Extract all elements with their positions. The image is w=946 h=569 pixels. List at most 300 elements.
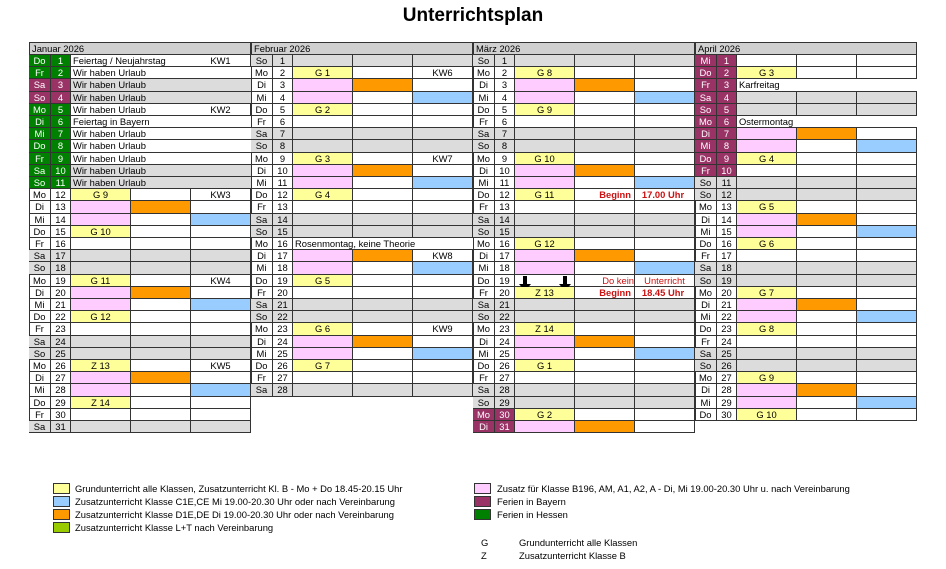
day-number-cell: 2 [51,67,71,79]
day-number-cell: 12 [51,189,71,201]
day-number-cell: 7 [495,128,515,140]
lesson-cell: G 1 [515,360,575,372]
day-number-cell: 28 [273,384,293,396]
day-number-cell: 4 [273,92,293,104]
day-number-cell: 21 [51,299,71,311]
day-number-cell: 1 [717,55,737,67]
kw-label: KW9 [413,323,473,335]
kw-label: KW8 [413,250,473,262]
weekday-cell: Di [251,250,273,262]
weekday-cell: Do [695,67,717,79]
event-text: Wir haben Urlaub [71,128,251,140]
lesson-cell: G 10 [515,153,575,165]
day-number-cell: 11 [51,177,71,189]
day-number-cell: 25 [273,348,293,360]
weekday-cell: Sa [29,79,51,91]
day-number-cell: 17 [51,250,71,262]
weekday-cell: Di [473,421,495,433]
weekday-cell: Fr [695,79,717,91]
weekday-cell: Di [473,250,495,262]
kw-label: KW1 [191,55,251,67]
weekday-cell: So [695,360,717,372]
lesson-cell: G 11 [71,275,131,287]
weekday-cell: Do [473,104,495,116]
day-number-cell: 30 [717,409,737,421]
day-number-cell: 22 [273,311,293,323]
abbrev-key: Z [481,550,487,561]
weekday-cell: Do [29,397,51,409]
weekday-cell: Mi [695,311,717,323]
weekday-cell: So [473,311,495,323]
weekday-cell: Sa [473,384,495,396]
day-number-cell: 10 [717,165,737,177]
lesson-cell: Z 13 [515,287,575,299]
weekday-cell: Fr [29,409,51,421]
weekday-cell: Mo [29,189,51,201]
weekday-cell: Mi [695,397,717,409]
weekday-cell: Fr [29,323,51,335]
weekday-cell: Fr [29,153,51,165]
legend-label: Zusatzunterricht Klasse D1E,DE Di 19.00-20.30 Uhr oder nach Vereinbarung [75,509,394,520]
weekday-cell: So [29,177,51,189]
lesson-cell: G 8 [515,67,575,79]
weekday-cell: Di [473,336,495,348]
day-number-cell: 2 [273,67,293,79]
note-text: Beginn [583,287,635,299]
day-number-cell: 2 [717,67,737,79]
day-number-cell: 15 [717,226,737,238]
kw-label: KW2 [191,104,251,116]
weekday-cell: Mo [473,323,495,335]
weekday-cell: Fr [473,372,495,384]
day-number-cell: 24 [51,336,71,348]
day-number-cell: 19 [717,275,737,287]
weekday-cell: Di [251,79,273,91]
event-text: Wir haben Urlaub [71,79,251,91]
day-number-cell: 16 [51,238,71,250]
legend-swatch [53,483,70,494]
day-number-cell: 10 [495,165,515,177]
lesson-cell: G 11 [515,189,575,201]
event-text: Ostermontag [737,116,917,128]
event-text: Wir haben Urlaub [71,67,251,79]
weekday-cell: Mo [473,67,495,79]
weekday-cell: Do [695,323,717,335]
lesson-cell: Z 14 [71,397,131,409]
day-number-cell: 9 [273,153,293,165]
event-text: Feiertag in Bayern [71,116,251,128]
weekday-cell: Mi [473,92,495,104]
weekday-cell: Do [29,55,51,67]
weekday-cell: Sa [473,128,495,140]
day-number-cell: 7 [273,128,293,140]
weekday-cell: Mo [29,104,51,116]
day-number-cell: 15 [495,226,515,238]
weekday-cell: Mi [251,177,273,189]
day-number-cell: 4 [495,92,515,104]
weekday-cell: Mo [251,323,273,335]
abbrev-text: Zusatzunterricht Klasse B [519,550,626,561]
weekday-cell: Mi [29,214,51,226]
weekday-cell: Mi [29,384,51,396]
day-number-cell: 13 [51,201,71,213]
weekday-cell: Sa [29,421,51,433]
day-number-cell: 6 [51,116,71,128]
lesson-cell: G 5 [293,275,353,287]
weekday-cell: Di [29,201,51,213]
legend-label: Zusatz für Klasse B196, AM, A1, A2, A - Di, Mi 19.00-20.30 Uhr u. nach Vereinbarung [497,483,850,494]
weekday-cell: So [473,140,495,152]
weekday-cell: So [251,55,273,67]
lesson-cell: G 10 [71,226,131,238]
note-text: Beginn [583,189,635,201]
lesson-cell: G 9 [515,104,575,116]
weekday-cell: Di [695,214,717,226]
day-number-cell: 4 [51,92,71,104]
legend-label: Ferien in Hessen [497,509,568,520]
day-number-cell: 9 [495,153,515,165]
weekday-cell: Do [251,104,273,116]
day-number-cell: 28 [495,384,515,396]
day-number-cell: 10 [273,165,293,177]
weekday-cell: Sa [29,250,51,262]
day-number-cell: 17 [273,250,293,262]
day-number-cell: 16 [495,238,515,250]
day-number-cell: 23 [495,323,515,335]
lesson-cell: Z 13 [71,360,131,372]
day-number-cell: 18 [495,262,515,274]
weekday-cell: Do [473,275,495,287]
day-number-cell: 20 [495,287,515,299]
day-number-cell: 1 [273,55,293,67]
note-text: 18.45 Uhr [635,287,695,299]
day-number-cell: 4 [717,92,737,104]
weekday-cell: So [251,311,273,323]
day-number-cell: 6 [273,116,293,128]
weekday-cell: So [695,275,717,287]
weekday-cell: So [29,262,51,274]
day-number-cell: 3 [273,79,293,91]
event-text: Rosenmontag, keine Theorie [293,238,473,250]
kw-label: KW6 [413,67,473,79]
weekday-cell: Di [473,79,495,91]
kw-label: KW7 [413,153,473,165]
weekday-cell: Do [251,275,273,287]
weekday-cell: Mi [473,348,495,360]
weekday-cell: Sa [473,214,495,226]
day-number-cell: 27 [717,372,737,384]
day-number-cell: 21 [495,299,515,311]
weekday-cell: So [695,104,717,116]
day-number-cell: 15 [273,226,293,238]
day-number-cell: 29 [495,397,515,409]
weekday-cell: Mo [473,409,495,421]
weekday-cell: Di [29,287,51,299]
day-number-cell: 2 [495,67,515,79]
lesson-cell: G 3 [737,67,797,79]
day-number-cell: 23 [717,323,737,335]
weekday-cell: Mo [695,372,717,384]
weekday-cell: Fr [473,116,495,128]
day-number-cell: 6 [717,116,737,128]
abbrev-key: G [481,537,489,548]
weekday-cell: Sa [29,336,51,348]
lesson-cell: G 12 [71,311,131,323]
day-number-cell: 26 [273,360,293,372]
weekday-cell: Di [29,116,51,128]
kw-label: KW5 [191,360,251,372]
day-number-cell: 16 [273,238,293,250]
day-number-cell: 25 [51,348,71,360]
day-number-cell: 28 [717,384,737,396]
legend-swatch [53,522,70,533]
weekday-cell: Mo [473,153,495,165]
page-title: Unterrichtsplan [402,5,544,26]
day-number-cell: 20 [717,287,737,299]
day-number-cell: 7 [51,128,71,140]
day-number-cell: 13 [717,201,737,213]
day-number-cell: 22 [495,311,515,323]
day-number-cell: 30 [495,409,515,421]
note-text: 17.00 Uhr [635,189,695,201]
note-text: Do kein [583,275,635,287]
lesson-cell: G 3 [293,153,353,165]
weekday-cell: Sa [29,165,51,177]
day-number-cell: 17 [495,250,515,262]
legend-swatch [474,509,491,520]
weekday-cell: Mi [695,140,717,152]
legend-label: Ferien in Bayern [497,496,566,507]
day-number-cell: 8 [273,140,293,152]
day-number-cell: 10 [51,165,71,177]
day-number-cell: 11 [495,177,515,189]
weekday-cell: So [695,189,717,201]
event-text: Wir haben Urlaub [71,104,251,116]
event-text: Wir haben Urlaub [71,177,251,189]
legend-swatch [53,509,70,520]
weekday-cell: Do [251,189,273,201]
day-number-cell: 28 [51,384,71,396]
lesson-cell: G 7 [293,360,353,372]
weekday-cell: Mi [251,92,273,104]
day-number-cell: 16 [717,238,737,250]
weekday-cell: Mi [29,299,51,311]
day-number-cell: 3 [717,79,737,91]
lesson-cell: G 6 [293,323,353,335]
day-number-cell: 25 [495,348,515,360]
day-number-cell: 18 [717,262,737,274]
kw-label: KW4 [191,275,251,287]
day-number-cell: 1 [495,55,515,67]
weekday-cell: Fr [251,201,273,213]
day-number-cell: 18 [273,262,293,274]
day-number-cell: 30 [51,409,71,421]
weekday-cell: Di [251,336,273,348]
lesson-cell: G 10 [737,409,797,421]
weekday-cell: Mo [473,238,495,250]
lesson-cell: G 2 [515,409,575,421]
weekday-cell: Do [695,153,717,165]
day-number-cell: 22 [717,311,737,323]
day-number-cell: 19 [495,275,515,287]
weekday-cell: Sa [251,214,273,226]
day-number-cell: 29 [51,397,71,409]
day-number-cell: 24 [273,336,293,348]
day-number-cell: 17 [717,250,737,262]
weekday-cell: Fr [251,287,273,299]
kw-label: KW3 [191,189,251,201]
weekday-cell: Di [473,165,495,177]
legend-swatch [474,483,491,494]
day-number-cell: 20 [273,287,293,299]
day-number-cell: 23 [273,323,293,335]
day-number-cell: 13 [495,201,515,213]
weekday-cell: Do [251,360,273,372]
weekday-cell: Sa [695,262,717,274]
legend-label: Zusatzunterricht Klasse L+T nach Vereinbarung [75,522,274,533]
abbrev-text: Grundunterricht alle Klassen [519,537,638,548]
weekday-cell: So [251,226,273,238]
weekday-cell: Do [695,238,717,250]
day-number-cell: 23 [51,323,71,335]
day-number-cell: 25 [717,348,737,360]
weekday-cell: Do [29,226,51,238]
legend-label: Zusatzunterricht Klasse C1E,CE Mi 19.00-20.30 Uhr oder nach Vereinbarung [75,496,395,507]
weekday-cell: Mi [473,177,495,189]
weekday-cell: Mi [695,226,717,238]
event-text: Wir haben Urlaub [71,140,251,152]
day-number-cell: 26 [495,360,515,372]
day-number-cell: 24 [495,336,515,348]
day-number-cell: 12 [717,189,737,201]
weekday-cell: Mo [695,287,717,299]
weekday-cell: Do [473,360,495,372]
weekday-cell: Di [29,372,51,384]
day-number-cell: 11 [717,177,737,189]
day-number-cell: 14 [717,214,737,226]
weekday-cell: Do [29,140,51,152]
weekday-cell: Sa [695,92,717,104]
day-number-cell: 11 [273,177,293,189]
weekday-cell: Fr [695,165,717,177]
day-number-cell: 8 [717,140,737,152]
day-number-cell: 8 [495,140,515,152]
weekday-cell: Mo [695,201,717,213]
lesson-cell: G 9 [737,372,797,384]
weekday-cell: Mi [251,262,273,274]
event-text: Wir haben Urlaub [71,153,251,165]
event-text: Wir haben Urlaub [71,165,251,177]
weekday-cell: So [251,140,273,152]
weekday-cell: Mo [251,153,273,165]
weekday-cell: Di [695,128,717,140]
day-number-cell: 31 [51,421,71,433]
day-number-cell: 5 [717,104,737,116]
day-number-cell: 22 [51,311,71,323]
day-number-cell: 6 [495,116,515,128]
weekday-cell: Mo [251,67,273,79]
weekday-cell: Mi [695,55,717,67]
weekday-cell: Mo [251,238,273,250]
weekday-cell: Fr [29,67,51,79]
day-number-cell: 27 [495,372,515,384]
day-number-cell: 21 [273,299,293,311]
event-text: Feiertag / Neujahrstag [71,55,251,67]
lesson-cell: G 2 [293,104,353,116]
lesson-cell: G 4 [293,189,353,201]
lesson-cell: G 8 [737,323,797,335]
day-number-cell: 9 [51,153,71,165]
day-number-cell: 27 [51,372,71,384]
lesson-cell: G 1 [293,67,353,79]
day-number-cell: 27 [273,372,293,384]
weekday-cell: So [29,348,51,360]
day-number-cell: 12 [273,189,293,201]
day-number-cell: 15 [51,226,71,238]
weekday-cell: Fr [695,336,717,348]
weekday-cell: Fr [251,116,273,128]
day-number-cell: 26 [717,360,737,372]
day-number-cell: 14 [273,214,293,226]
legend-swatch [53,496,70,507]
weekday-cell: Mi [251,348,273,360]
day-number-cell: 1 [51,55,71,67]
day-number-cell: 7 [717,128,737,140]
weekday-cell: Di [251,165,273,177]
weekday-cell: So [29,92,51,104]
weekday-cell: Do [473,189,495,201]
weekday-cell: Fr [473,201,495,213]
weekday-cell: So [473,55,495,67]
legend-label: Grundunterricht alle Klassen, Zusatzunterricht Kl. B - Mo + Do 18.45-20.15 Uhr [75,483,403,494]
day-number-cell: 14 [495,214,515,226]
day-number-cell: 18 [51,262,71,274]
weekday-cell: Fr [29,238,51,250]
weekday-cell: So [695,177,717,189]
day-number-cell: 13 [273,201,293,213]
weekday-cell: Sa [695,348,717,360]
lesson-cell: G 4 [737,153,797,165]
month-header: Januar 2026 [29,42,251,55]
lesson-cell: Z 14 [515,323,575,335]
month-header: März 2026 [473,42,695,55]
day-number-cell: 5 [273,104,293,116]
weekday-cell: Di [695,299,717,311]
weekday-cell: Sa [473,299,495,311]
lesson-cell: G 7 [737,287,797,299]
lesson-cell: G 5 [737,201,797,213]
weekday-cell: Mo [695,116,717,128]
day-number-cell: 24 [717,336,737,348]
day-number-cell: 3 [51,79,71,91]
day-number-cell: 3 [495,79,515,91]
lesson-cell: G 9 [71,189,131,201]
weekday-cell: Mi [29,128,51,140]
day-number-cell: 20 [51,287,71,299]
day-number-cell: 19 [273,275,293,287]
day-number-cell: 14 [51,214,71,226]
day-number-cell: 26 [51,360,71,372]
lesson-cell: G 6 [737,238,797,250]
weekday-cell: Mo [29,275,51,287]
day-number-cell: 31 [495,421,515,433]
weekday-cell: Mi [473,262,495,274]
day-number-cell: 9 [717,153,737,165]
weekday-cell: Mo [29,360,51,372]
day-number-cell: 5 [495,104,515,116]
weekday-cell: So [473,226,495,238]
day-number-cell: 12 [495,189,515,201]
